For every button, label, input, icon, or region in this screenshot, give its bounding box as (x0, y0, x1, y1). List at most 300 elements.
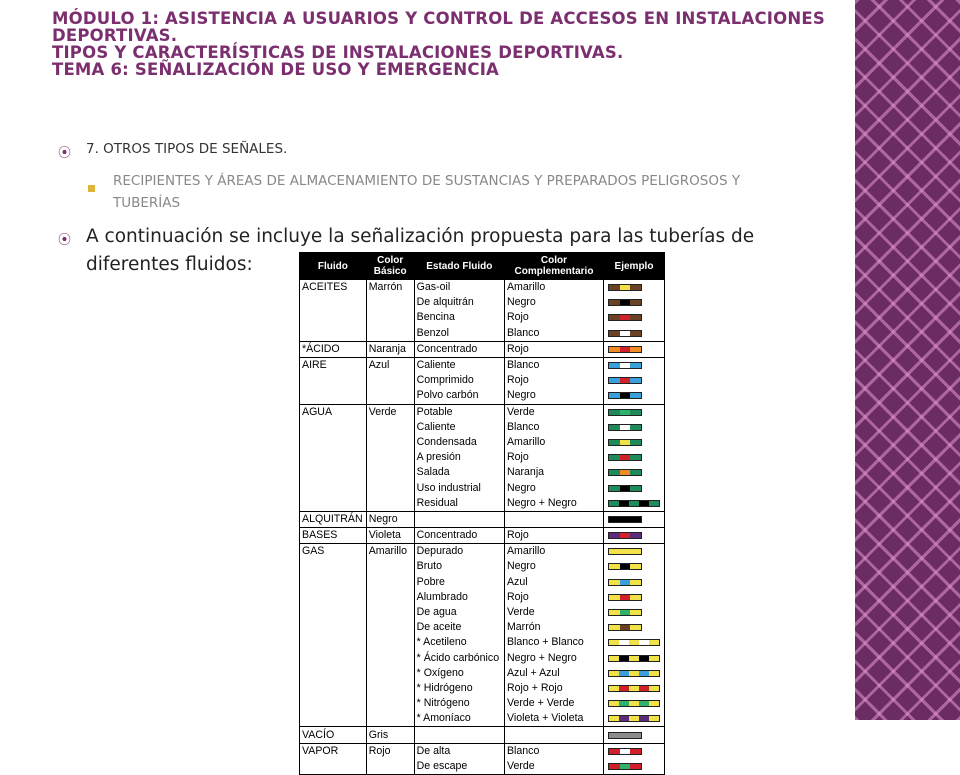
cell-ejemplo (604, 605, 665, 620)
cell-fluido (300, 559, 367, 574)
cell-fluido (300, 620, 367, 635)
table-row (300, 280, 665, 296)
body-line-1: A continuación se incluye la señalización propuesta para las tuberías de (86, 226, 755, 247)
table-row (300, 373, 665, 388)
cell-color-complementario: Rojo (504, 450, 603, 465)
table-row (300, 559, 665, 574)
pipe-band (630, 378, 641, 383)
cell-estado: Gas-oil (414, 280, 504, 296)
cell-estado: Concentrado (414, 341, 504, 357)
pipe-band (620, 580, 631, 585)
cell-fluido (300, 465, 367, 480)
cell-color-basico: Marrón (366, 280, 414, 296)
pipe-swatch-icon (608, 748, 642, 755)
pipe-band (620, 764, 631, 769)
cell-estado: * Ácido carbónico (414, 651, 504, 666)
sub-bullet-line-1: RECIPIENTES Y ÁREAS DE ALMACENAMIENTO DE SUSTANCIAS Y PREPARADOS PELIGROSOS Y (113, 173, 741, 189)
pipe-band (609, 285, 620, 290)
cell-color-complementario: Rojo (504, 310, 603, 325)
cell-color-complementario: Negro (504, 295, 603, 310)
pipe-band (609, 671, 619, 676)
cell-fluido (300, 450, 367, 465)
cell-fluido: GAS (300, 544, 367, 560)
cell-color-complementario: Blanco (504, 420, 603, 435)
pipe-band (630, 425, 641, 430)
cell-estado: Comprimido (414, 373, 504, 388)
title-line-4: TEMA 6: SEÑALIZACIÓN DE USO Y EMERGENCIA (52, 60, 499, 79)
pipe-band (649, 656, 659, 661)
pipe-band (609, 410, 620, 415)
cell-ejemplo (604, 727, 665, 743)
pipe-swatch-icon (608, 715, 660, 722)
cell-fluido (300, 605, 367, 620)
cell-estado: * Acetileno (414, 635, 504, 650)
table-row (300, 681, 665, 696)
pipe-band (609, 656, 619, 661)
pipe-band (620, 455, 631, 460)
cell-fluido (300, 696, 367, 711)
pipe-band (609, 580, 620, 585)
cell-color-basico: Naranja (366, 341, 414, 357)
table-row (300, 388, 665, 404)
cell-color-complementario: Blanco (504, 326, 603, 342)
pipe-band (609, 533, 620, 538)
table-row (300, 496, 665, 512)
cell-color-complementario: Verde (504, 404, 603, 420)
pipe-band (619, 716, 629, 721)
cell-fluido (300, 635, 367, 650)
table-header-row (300, 253, 665, 280)
sub-bullet-line-2: TUBERÍAS (113, 195, 181, 211)
cell-fluido (300, 373, 367, 388)
cell-fluido (300, 575, 367, 590)
pipe-band (630, 595, 641, 600)
table-row (300, 605, 665, 620)
cell-color-complementario: Marrón (504, 620, 603, 635)
pipe-band (620, 533, 631, 538)
pipe-band (609, 440, 620, 445)
cell-color-complementario: Verde (504, 605, 603, 620)
header-color-basico: Color Básico (366, 253, 414, 280)
cell-color-basico (366, 681, 414, 696)
pipe-swatch-icon (608, 469, 642, 476)
pipe-band (609, 686, 619, 691)
cell-fluido: VACÍO (300, 727, 367, 743)
cell-color-basico (366, 711, 414, 727)
cell-fluido: *ÁCIDO (300, 341, 367, 357)
table-row (300, 326, 665, 342)
pipe-band (609, 425, 620, 430)
pipe-band (639, 671, 649, 676)
pipe-swatch-icon (608, 392, 642, 399)
cell-ejemplo (604, 388, 665, 404)
cell-estado: Polvo carbón (414, 388, 504, 404)
pipe-band (630, 564, 641, 569)
cell-estado: * Oxígeno (414, 666, 504, 681)
sub-bullet-text (113, 170, 740, 214)
cell-ejemplo (604, 465, 665, 480)
header-ejemplo: Ejemplo (604, 253, 665, 280)
cell-fluido (300, 480, 367, 495)
cell-ejemplo (604, 450, 665, 465)
cell-fluido (300, 496, 367, 512)
cell-color-basico (366, 388, 414, 404)
pipe-band (630, 410, 641, 415)
table-row (300, 295, 665, 310)
cell-color-basico (366, 651, 414, 666)
pipe-band (620, 470, 631, 475)
table-row (300, 696, 665, 711)
table-row (300, 666, 665, 681)
pipe-band (620, 549, 631, 554)
pipe-swatch-icon (608, 409, 642, 416)
cell-ejemplo (604, 681, 665, 696)
table-row (300, 480, 665, 495)
cell-color-complementario: Amarillo (504, 435, 603, 450)
pipe-swatch-icon (608, 655, 660, 662)
cell-estado: De aceite (414, 620, 504, 635)
pipe-band (609, 610, 620, 615)
table-row (300, 404, 665, 420)
pipe-swatch-icon (608, 330, 642, 337)
pipe-band (630, 315, 641, 320)
pipe-band (630, 300, 641, 305)
pipe-band (629, 686, 639, 691)
pipe-swatch-icon (608, 362, 642, 369)
cell-color-basico: Amarillo (366, 544, 414, 560)
pipe-swatch-icon (608, 299, 642, 306)
pipe-swatch-icon (608, 346, 642, 353)
pipe-band (620, 363, 631, 368)
pipe-band (620, 440, 631, 445)
cell-estado: * Nitrógeno (414, 696, 504, 711)
cell-ejemplo (604, 743, 665, 759)
cell-fluido (300, 435, 367, 450)
pipe-band (630, 625, 641, 630)
cell-fluido (300, 590, 367, 605)
cell-estado: Potable (414, 404, 504, 420)
cell-color-basico (366, 450, 414, 465)
cell-ejemplo (604, 651, 665, 666)
pipe-band (649, 716, 659, 721)
pipe-band (630, 470, 641, 475)
cell-ejemplo (604, 404, 665, 420)
cell-fluido (300, 388, 367, 404)
cell-color-basico: Rojo (366, 743, 414, 759)
cell-color-complementario: Negro + Negro (504, 651, 603, 666)
cell-color-basico (366, 559, 414, 574)
pipe-band (609, 625, 620, 630)
pipe-band (629, 656, 639, 661)
bullet-circle-icon: ⦿ (58, 146, 72, 161)
pipe-band (609, 363, 620, 368)
pipe-band (630, 440, 641, 445)
title-line-3: TIPOS Y CARACTERÍSTICAS DE INSTALACIONES DEPORTIVAS. (52, 43, 624, 62)
cell-fluido (300, 420, 367, 435)
pipe-band (630, 393, 641, 398)
table-row (300, 310, 665, 325)
cell-estado: Salada (414, 465, 504, 480)
pipe-band (630, 764, 641, 769)
cell-ejemplo (604, 280, 665, 296)
cell-estado: De alta (414, 743, 504, 759)
pipe-swatch-icon (608, 284, 642, 291)
cell-estado: Uso industrial (414, 480, 504, 495)
pipe-band (609, 640, 619, 645)
cell-estado (414, 727, 504, 743)
slide-title (52, 10, 852, 78)
pipe-swatch-icon (608, 516, 642, 523)
pipe-band (609, 470, 620, 475)
cell-estado (414, 511, 504, 527)
pipe-band (629, 501, 639, 506)
cell-ejemplo (604, 559, 665, 574)
cell-ejemplo (604, 575, 665, 590)
pipe-band (609, 733, 641, 738)
pipe-swatch-icon (608, 377, 642, 384)
pipe-swatch-icon (608, 500, 660, 507)
cell-color-basico (366, 605, 414, 620)
cell-ejemplo (604, 711, 665, 727)
cell-estado: A presión (414, 450, 504, 465)
cell-estado: Condensada (414, 435, 504, 450)
cell-estado: Alumbrado (414, 590, 504, 605)
pipe-band (620, 486, 631, 491)
title-line-2: DEPORTIVAS. (52, 26, 178, 45)
cell-ejemplo (604, 295, 665, 310)
cell-color-basico (366, 620, 414, 635)
pipe-swatch-icon (608, 639, 660, 646)
table-row (300, 544, 665, 560)
header-color-complementario: Color Complementario (504, 253, 603, 280)
cell-color-complementario: Violeta + Violeta (504, 711, 603, 727)
cell-estado: Caliente (414, 420, 504, 435)
pipe-band (629, 640, 639, 645)
bullet-heading: 7. OTROS TIPOS DE SEÑALES. (86, 141, 288, 157)
cell-color-complementario: Negro + Negro (504, 496, 603, 512)
pipe-band (609, 501, 619, 506)
table-row (300, 528, 665, 544)
pipe-band (620, 564, 631, 569)
cell-color-complementario: Blanco (504, 357, 603, 373)
pipe-band (630, 285, 641, 290)
cell-color-complementario: Naranja (504, 465, 603, 480)
cell-color-basico (366, 295, 414, 310)
pipe-band (619, 701, 629, 706)
cell-estado: * Hidrógeno (414, 681, 504, 696)
table-row (300, 357, 665, 373)
pipe-band (639, 656, 649, 661)
cell-estado: Depurado (414, 544, 504, 560)
cell-color-complementario: Rojo (504, 341, 603, 357)
pipe-swatch-icon (608, 439, 642, 446)
pipe-band (609, 486, 620, 491)
pipe-band (630, 610, 641, 615)
pipe-band (630, 580, 641, 585)
cell-ejemplo (604, 357, 665, 373)
pipe-swatch-icon (608, 532, 642, 539)
cell-ejemplo (604, 635, 665, 650)
cell-color-basico (366, 465, 414, 480)
pipe-band (609, 331, 620, 336)
pipe-swatch-icon (608, 685, 660, 692)
decorative-side-panel (855, 0, 960, 720)
pipe-band (609, 455, 620, 460)
pipe-swatch-icon (608, 594, 642, 601)
cell-color-basico (366, 420, 414, 435)
pipe-band (620, 410, 631, 415)
cell-color-complementario: Negro (504, 388, 603, 404)
pipe-band (630, 331, 641, 336)
pipe-swatch-icon (608, 485, 642, 492)
pipe-band (609, 764, 620, 769)
cell-color-basico: Violeta (366, 528, 414, 544)
table-row (300, 450, 665, 465)
cell-ejemplo (604, 373, 665, 388)
pipe-swatch-icon (608, 548, 642, 555)
pipe-swatch-icon (608, 563, 642, 570)
cell-fluido: BASES (300, 528, 367, 544)
pipe-band (619, 686, 629, 691)
cell-fluido (300, 295, 367, 310)
pipe-band (609, 564, 620, 569)
pipe-band (609, 378, 620, 383)
cell-color-complementario: Azul (504, 575, 603, 590)
cell-ejemplo (604, 666, 665, 681)
title-line-1: MÓDULO 1: ASISTENCIA A USUARIOS Y CONTROL DE ACCESOS EN INSTALACIONES (52, 9, 825, 28)
cell-color-complementario: Rojo (504, 590, 603, 605)
cell-fluido: ALQUITRÁN (300, 511, 367, 527)
pipe-band (620, 595, 631, 600)
cell-fluido (300, 681, 367, 696)
cell-color-complementario (504, 727, 603, 743)
cell-color-complementario: Rojo (504, 528, 603, 544)
table-row (300, 420, 665, 435)
cell-color-basico (366, 759, 414, 775)
bullet-circle-icon: ⦿ (58, 233, 72, 248)
cell-estado: De alquitrán (414, 295, 504, 310)
table-row (300, 759, 665, 775)
cell-estado: Bencina (414, 310, 504, 325)
pipe-band (620, 378, 631, 383)
pipe-band (630, 363, 641, 368)
pipe-swatch-icon (608, 314, 642, 321)
cell-estado: De escape (414, 759, 504, 775)
cell-ejemplo (604, 620, 665, 635)
pipe-color-table (299, 252, 665, 775)
table-row (300, 651, 665, 666)
bullet-square-icon (88, 177, 95, 196)
pipe-band (609, 315, 620, 320)
pipe-band (609, 347, 620, 352)
cell-color-complementario: Negro (504, 480, 603, 495)
cell-fluido (300, 651, 367, 666)
table-row (300, 575, 665, 590)
pipe-band (620, 625, 631, 630)
pipe-band (609, 716, 619, 721)
body-line-2: diferentes fluidos: (86, 254, 253, 275)
cell-estado: De agua (414, 605, 504, 620)
cell-color-basico (366, 310, 414, 325)
cell-color-complementario: Rojo (504, 373, 603, 388)
cell-fluido: VAPOR (300, 743, 367, 759)
cell-color-complementario (504, 511, 603, 527)
cell-color-basico (366, 696, 414, 711)
pipe-band (629, 716, 639, 721)
cell-estado: * Amoníaco (414, 711, 504, 727)
cell-ejemplo (604, 696, 665, 711)
table-row (300, 620, 665, 635)
pipe-band (629, 701, 639, 706)
pipe-band (619, 671, 629, 676)
table-row (300, 590, 665, 605)
pipe-swatch-icon (608, 424, 642, 431)
cell-estado: Residual (414, 496, 504, 512)
pipe-band (649, 701, 659, 706)
cell-fluido: AIRE (300, 357, 367, 373)
table-row (300, 727, 665, 743)
pipe-band (609, 701, 619, 706)
cell-color-basico: Verde (366, 404, 414, 420)
cell-color-basico (366, 666, 414, 681)
cell-color-complementario: Verde (504, 759, 603, 775)
cell-ejemplo (604, 326, 665, 342)
pipe-band (609, 749, 620, 754)
cell-color-basico (366, 635, 414, 650)
table-row (300, 743, 665, 759)
cell-fluido: AGUA (300, 404, 367, 420)
pipe-band (620, 285, 631, 290)
pipe-swatch-icon (608, 700, 660, 707)
pipe-band (609, 393, 620, 398)
cell-ejemplo (604, 759, 665, 775)
cell-estado: Concentrado (414, 528, 504, 544)
header-estado-fluido: Estado Fluido (414, 253, 504, 280)
cell-ejemplo (604, 420, 665, 435)
pipe-swatch-icon (608, 579, 642, 586)
cell-color-basico (366, 496, 414, 512)
pipe-band (619, 501, 629, 506)
cell-ejemplo (604, 528, 665, 544)
table-row (300, 465, 665, 480)
cell-fluido: ACEITES (300, 280, 367, 296)
pipe-band (630, 455, 641, 460)
cell-ejemplo (604, 496, 665, 512)
pipe-band (619, 640, 629, 645)
cell-color-complementario: Blanco + Blanco (504, 635, 603, 650)
pipe-band (609, 300, 620, 305)
pipe-band (619, 656, 629, 661)
pipe-band (620, 749, 631, 754)
pipe-band (620, 331, 631, 336)
pipe-band (649, 686, 659, 691)
pipe-band (630, 533, 641, 538)
cell-color-basico (366, 480, 414, 495)
pipe-band (649, 501, 659, 506)
table-row (300, 435, 665, 450)
pipe-band (630, 549, 641, 554)
cell-estado: Pobre (414, 575, 504, 590)
cell-color-complementario: Amarillo (504, 544, 603, 560)
cell-estado: Caliente (414, 357, 504, 373)
pipe-band (609, 517, 641, 522)
cell-fluido (300, 310, 367, 325)
cell-ejemplo (604, 435, 665, 450)
pipe-band (639, 686, 649, 691)
cell-color-complementario: Blanco (504, 743, 603, 759)
cell-ejemplo (604, 590, 665, 605)
pipe-band (639, 501, 649, 506)
